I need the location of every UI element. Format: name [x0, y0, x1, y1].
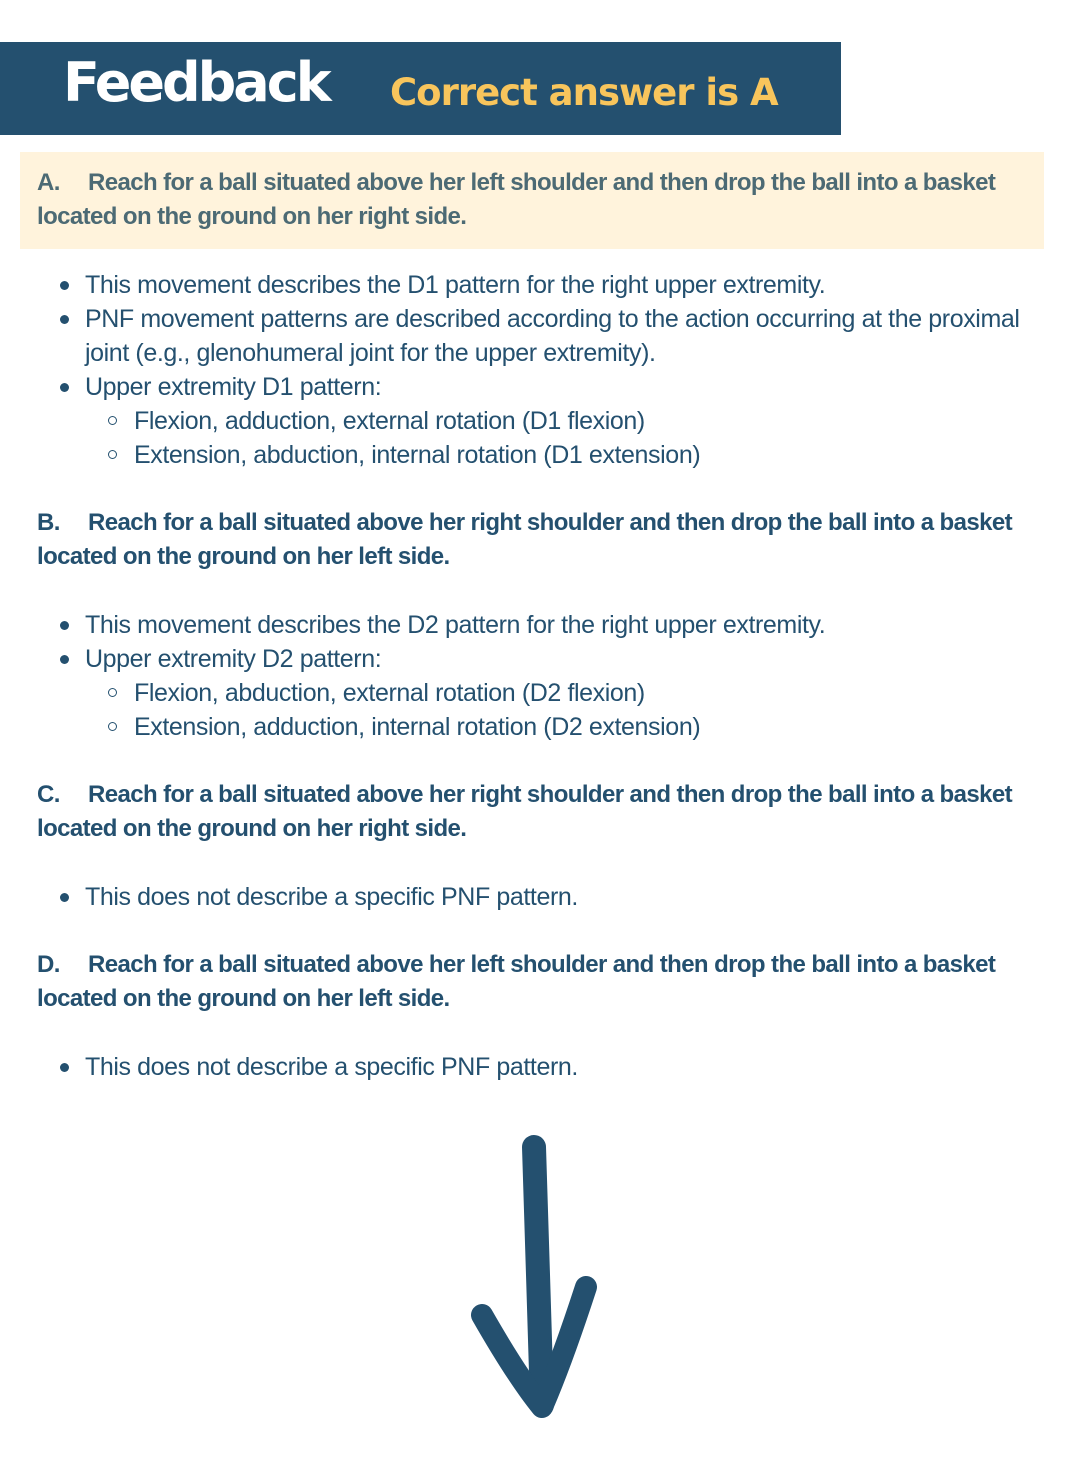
sub-list-item: Flexion, adduction, external rotation (D1 flexion): [0, 404, 1060, 438]
list-item: This movement describes the D2 pattern for the right upper extremity.: [0, 608, 1060, 642]
option-b: [37, 506, 1047, 574]
list-item: This does not describe a specific PNF pattern.: [0, 1050, 1060, 1084]
option-d: [37, 948, 1047, 1016]
option-b-explanation: [0, 608, 1060, 744]
list-item: Upper extremity D2 pattern:: [0, 642, 1060, 676]
sub-list-item: Extension, adduction, internal rotation (D2 extension): [0, 710, 1060, 744]
feedback-title: Feedback: [63, 51, 329, 114]
option-d-text: Reach for a ball situated above her left shoulder and then drop the ball into a basket located on the ground on her left side.: [37, 951, 996, 1012]
option-d-explanation: [0, 1050, 1060, 1084]
option-a-explanation: [0, 268, 1060, 472]
list-item: This does not describe a specific PNF pattern.: [0, 880, 1060, 914]
option-c: [37, 778, 1047, 846]
option-c-explanation: [0, 880, 1060, 914]
option-c-text: Reach for a ball situated above her right shoulder and then drop the ball into a basket located on the ground on her right side.: [37, 781, 1012, 842]
option-b-letter: B.: [37, 509, 60, 536]
option-a: [37, 166, 1047, 234]
down-arrow-icon: [440, 1125, 640, 1450]
option-a-letter: A.: [37, 169, 60, 196]
list-item: This movement describes the D1 pattern for the right upper extremity.: [0, 268, 1060, 302]
option-b-text: Reach for a ball situated above her right shoulder and then drop the ball into a basket located on the ground on her left side.: [37, 509, 1012, 570]
option-a-text: Reach for a ball situated above her left shoulder and then drop the ball into a basket located on the ground on her right side.: [37, 169, 996, 230]
list-item: Upper extremity D1 pattern:: [0, 370, 1060, 404]
sub-list-item: Flexion, abduction, external rotation (D2 flexion): [0, 676, 1060, 710]
option-c-letter: C.: [37, 781, 60, 808]
correct-answer-label: Correct answer is A: [390, 71, 778, 114]
option-d-letter: D.: [37, 951, 60, 978]
list-item: PNF movement patterns are described according to the action occurring at the proximal joint (e.g., glenohumeral joint for the upper extremity).: [0, 302, 1060, 370]
sub-list-item: Extension, abduction, internal rotation (D1 extension): [0, 438, 1060, 472]
